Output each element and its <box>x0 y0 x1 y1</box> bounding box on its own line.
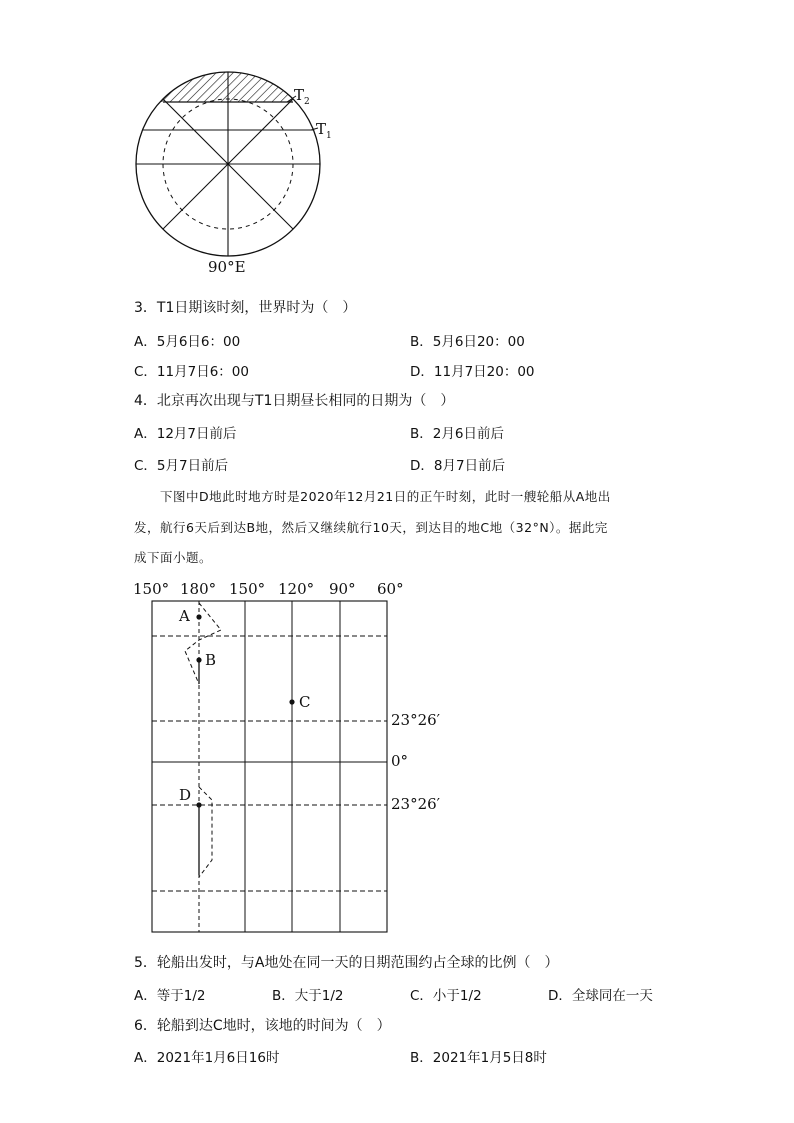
question-4-option-d: D．8月7日前后 <box>410 458 506 474</box>
question-5-stem: 5．轮船出发时，与A地处在同一天的日期范围约占全球的比例（ ） <box>134 955 559 971</box>
lon-label-150e: 150° <box>229 580 266 598</box>
label-t1: $T_1$ <box>316 120 332 141</box>
point-c <box>289 699 294 704</box>
question-6-option-a: A．2021年1月6日16时 <box>134 1050 280 1066</box>
point-b <box>196 657 201 662</box>
question-5-option-d: D．全球同在一天 <box>548 988 653 1004</box>
question-5-option-a: A．等于1/2 <box>134 988 206 1004</box>
question-3-option-c: C．11月7日6：00 <box>134 364 249 380</box>
lon-label-90e: 90° <box>329 580 356 598</box>
question-5-option-b: B．大于1/2 <box>272 988 344 1004</box>
question-6-option-b: B．2021年1月5日8时 <box>410 1050 547 1066</box>
point-a <box>196 614 201 619</box>
intro-line-1: 下图中D地此时地方时是2020年12月21日的正午时刻，此时一艘轮船从A地出 <box>160 489 611 504</box>
point-label-c: C <box>299 693 311 711</box>
point-label-d: D <box>179 786 192 804</box>
intro-line-3: 成下面小题。 <box>134 550 213 565</box>
label-t2: $T_2$ <box>294 86 310 107</box>
question-3-option-b: B．5月6日20：00 <box>410 334 525 350</box>
question-3-stem: 3．T1日期该时刻，世界时为（ ） <box>134 300 357 316</box>
point-label-b: B <box>205 651 217 669</box>
lon-label-120e: 120° <box>278 580 315 598</box>
question-3-option-a: A．5月6日6：00 <box>134 334 241 350</box>
point-d <box>196 802 201 807</box>
lon-label-150w: 150° <box>133 580 170 598</box>
question-4-option-c: C．5月7日前后 <box>134 458 229 474</box>
intro-line-2: 发，航行6天后到达B地，然后又继续航行10天，到达目的地C地（32°N）。据此完 <box>134 520 608 535</box>
question-4-option-b: B．2月6日前后 <box>410 426 504 442</box>
question-5-option-c: C．小于1/2 <box>410 988 482 1004</box>
lat-label-tropic-s: 23°26′ <box>391 795 441 813</box>
lat-label-tropic-n: 23°26′ <box>391 711 441 729</box>
lon-label-60e: 60° <box>377 580 404 598</box>
point-label-a: A <box>179 607 190 625</box>
lon-label-180: 180° <box>180 580 217 598</box>
question-4-stem: 4．北京再次出现与T1日期昼长相同的日期为（ ） <box>134 393 455 409</box>
question-3-option-d: D．11月7日20：00 <box>410 364 535 380</box>
question-6-stem: 6．轮船到达C地时，该地的时间为（ ） <box>134 1018 391 1034</box>
lat-label-equator: 0° <box>391 752 409 770</box>
label-90e: 90°E <box>208 258 246 276</box>
question-4-option-a: A．12月7日前后 <box>134 426 237 442</box>
